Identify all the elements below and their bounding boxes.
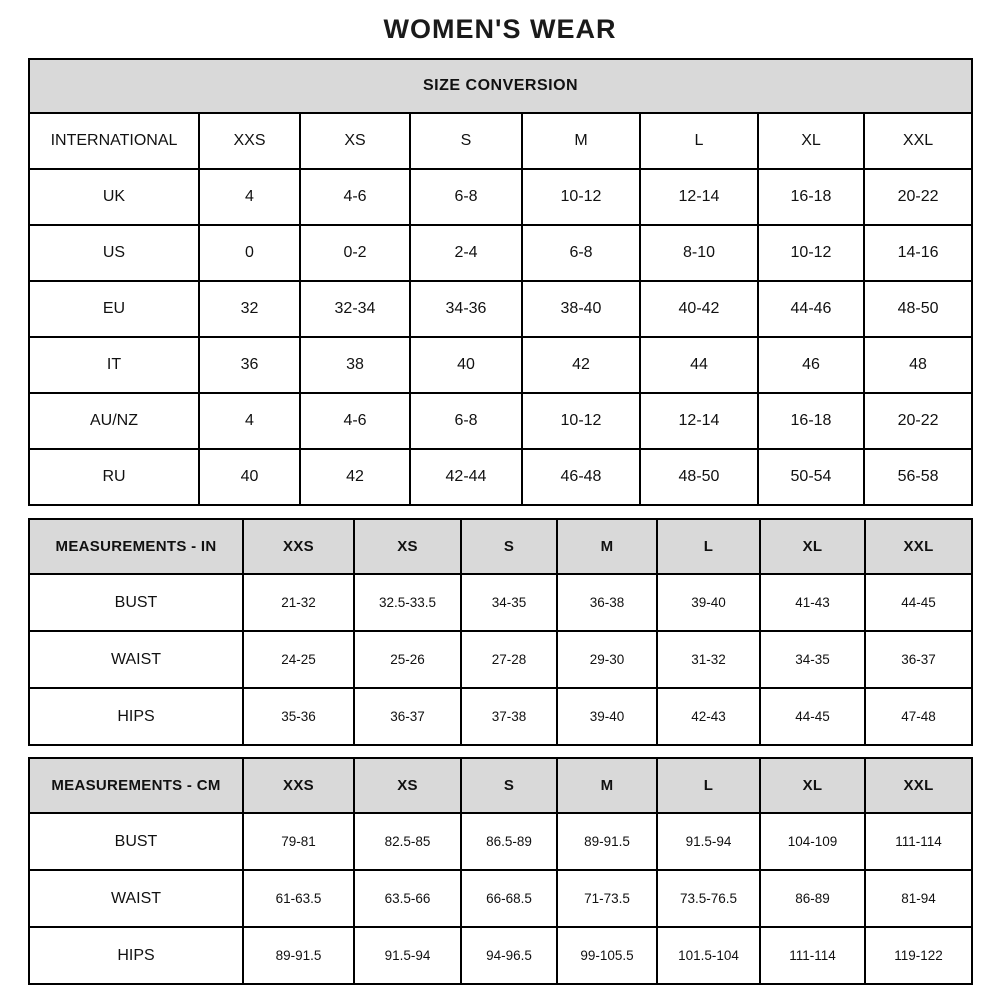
column-header-xxs: XXS — [199, 113, 300, 169]
measurement-cell: 66-68.5 — [461, 870, 557, 927]
measurement-cell: 79-81 — [243, 813, 354, 870]
measurement-cell: 63.5-66 — [354, 870, 461, 927]
table-row — [29, 688, 972, 745]
measurement-cell: 104-109 — [760, 813, 865, 870]
measurement-cell: 34-35 — [760, 631, 865, 688]
measurement-cell: 24-25 — [243, 631, 354, 688]
measurement-cell: 36-37 — [354, 688, 461, 745]
size-cell: 56-58 — [864, 449, 972, 505]
table-row — [29, 59, 972, 113]
table-row — [29, 393, 972, 449]
measurements-cm-header: MEASUREMENTS - CM — [29, 758, 243, 813]
size-cell: 44 — [640, 337, 758, 393]
measurement-cell: 34-35 — [461, 574, 557, 631]
size-cell: 36 — [199, 337, 300, 393]
table-row — [29, 169, 972, 225]
measurement-cell: 25-26 — [354, 631, 461, 688]
measurement-cell: 86.5-89 — [461, 813, 557, 870]
size-cell: 48 — [864, 337, 972, 393]
table-row — [29, 574, 972, 631]
column-header-l: L — [657, 519, 760, 574]
column-header-s: S — [410, 113, 522, 169]
column-header-xs: XS — [354, 519, 461, 574]
measurements-in-header: MEASUREMENTS - IN — [29, 519, 243, 574]
size-cell: 10-12 — [758, 225, 864, 281]
column-header-m: M — [557, 758, 657, 813]
measurement-cell: 36-38 — [557, 574, 657, 631]
size-cell: 20-22 — [864, 393, 972, 449]
table-row — [29, 631, 972, 688]
size-cell: 8-10 — [640, 225, 758, 281]
table-row — [29, 337, 972, 393]
measurement-cell: 41-43 — [760, 574, 865, 631]
measurement-cell: 111-114 — [865, 813, 972, 870]
measurement-cell: 91.5-94 — [657, 813, 760, 870]
measurement-cell: 42-43 — [657, 688, 760, 745]
measurement-cell: 31-32 — [657, 631, 760, 688]
row-label-eu: EU — [29, 281, 199, 337]
column-header-s: S — [461, 519, 557, 574]
column-header-m: M — [557, 519, 657, 574]
table-row — [29, 281, 972, 337]
measurement-cell: 39-40 — [557, 688, 657, 745]
table-row — [29, 519, 972, 574]
size-cell: 38-40 — [522, 281, 640, 337]
row-label-bust: BUST — [29, 574, 243, 631]
column-header-xxs: XXS — [243, 758, 354, 813]
column-header-xxl: XXL — [864, 113, 972, 169]
size-cell: 32-34 — [300, 281, 410, 337]
measurement-cell: 71-73.5 — [557, 870, 657, 927]
row-label-ru: RU — [29, 449, 199, 505]
row-label-waist: WAIST — [29, 870, 243, 927]
column-header-xxl: XXL — [865, 758, 972, 813]
measurement-cell: 27-28 — [461, 631, 557, 688]
size-cell: 12-14 — [640, 393, 758, 449]
measurement-cell: 86-89 — [760, 870, 865, 927]
size-cell: 46-48 — [522, 449, 640, 505]
size-cell: 42 — [522, 337, 640, 393]
table-row — [29, 870, 972, 927]
table-row — [29, 927, 972, 984]
row-label-waist: WAIST — [29, 631, 243, 688]
size-cell: 50-54 — [758, 449, 864, 505]
measurement-cell: 37-38 — [461, 688, 557, 745]
table-row — [29, 225, 972, 281]
row-label-aunz: AU/NZ — [29, 393, 199, 449]
size-cell: 40 — [410, 337, 522, 393]
size-cell: 6-8 — [410, 393, 522, 449]
table-row — [29, 758, 972, 813]
size-cell: 4 — [199, 169, 300, 225]
measurement-cell: 29-30 — [557, 631, 657, 688]
measurement-cell: 36-37 — [865, 631, 972, 688]
measurement-cell: 44-45 — [760, 688, 865, 745]
column-header-l: L — [640, 113, 758, 169]
size-conversion-header: SIZE CONVERSION — [29, 59, 972, 113]
column-header-xs: XS — [300, 113, 410, 169]
table-row — [29, 813, 972, 870]
size-cell: 16-18 — [758, 393, 864, 449]
size-cell: 46 — [758, 337, 864, 393]
size-cell: 10-12 — [522, 169, 640, 225]
column-header-xl: XL — [760, 758, 865, 813]
measurement-cell: 89-91.5 — [243, 927, 354, 984]
column-header-xl: XL — [758, 113, 864, 169]
row-label-it: IT — [29, 337, 199, 393]
measurement-cell: 119-122 — [865, 927, 972, 984]
column-header-xxs: XXS — [243, 519, 354, 574]
measurement-cell: 99-105.5 — [557, 927, 657, 984]
measurement-cell: 82.5-85 — [354, 813, 461, 870]
column-header-xl: XL — [760, 519, 865, 574]
column-header-m: M — [522, 113, 640, 169]
column-header-international: INTERNATIONAL — [29, 113, 199, 169]
size-cell: 48-50 — [640, 449, 758, 505]
measurement-cell: 35-36 — [243, 688, 354, 745]
measurement-cell: 21-32 — [243, 574, 354, 631]
measurement-cell: 94-96.5 — [461, 927, 557, 984]
size-cell: 34-36 — [410, 281, 522, 337]
measurement-cell: 32.5-33.5 — [354, 574, 461, 631]
size-cell: 0 — [199, 225, 300, 281]
measurement-cell: 73.5-76.5 — [657, 870, 760, 927]
size-cell: 0-2 — [300, 225, 410, 281]
measurement-cell: 39-40 — [657, 574, 760, 631]
measurements-in-table — [28, 518, 973, 746]
measurement-cell: 81-94 — [865, 870, 972, 927]
column-header-xxl: XXL — [865, 519, 972, 574]
table-row — [29, 113, 972, 169]
measurement-cell: 91.5-94 — [354, 927, 461, 984]
size-cell: 38 — [300, 337, 410, 393]
column-header-s: S — [461, 758, 557, 813]
size-cell: 4-6 — [300, 169, 410, 225]
page-title: WOMEN'S WEAR — [383, 14, 617, 44]
measurement-cell: 101.5-104 — [657, 927, 760, 984]
measurement-cell: 44-45 — [865, 574, 972, 631]
measurement-cell: 61-63.5 — [243, 870, 354, 927]
size-cell: 44-46 — [758, 281, 864, 337]
row-label-hips: HIPS — [29, 927, 243, 984]
size-cell: 42-44 — [410, 449, 522, 505]
size-cell: 40-42 — [640, 281, 758, 337]
row-label-hips: HIPS — [29, 688, 243, 745]
measurements-cm-table — [28, 757, 973, 985]
size-conversion-table — [28, 58, 973, 506]
size-cell: 4 — [199, 393, 300, 449]
size-cell: 42 — [300, 449, 410, 505]
size-cell: 48-50 — [864, 281, 972, 337]
row-label-bust: BUST — [29, 813, 243, 870]
size-cell: 12-14 — [640, 169, 758, 225]
table-row — [29, 449, 972, 505]
measurement-cell: 47-48 — [865, 688, 972, 745]
column-header-xs: XS — [354, 758, 461, 813]
column-header-l: L — [657, 758, 760, 813]
size-cell: 14-16 — [864, 225, 972, 281]
size-cell: 40 — [199, 449, 300, 505]
size-cell: 16-18 — [758, 169, 864, 225]
size-cell: 2-4 — [410, 225, 522, 281]
measurement-cell: 89-91.5 — [557, 813, 657, 870]
size-cell: 20-22 — [864, 169, 972, 225]
size-cell: 6-8 — [410, 169, 522, 225]
size-cell: 6-8 — [522, 225, 640, 281]
row-label-us: US — [29, 225, 199, 281]
size-cell: 4-6 — [300, 393, 410, 449]
size-cell: 10-12 — [522, 393, 640, 449]
row-label-uk: UK — [29, 169, 199, 225]
measurement-cell: 111-114 — [760, 927, 865, 984]
size-cell: 32 — [199, 281, 300, 337]
